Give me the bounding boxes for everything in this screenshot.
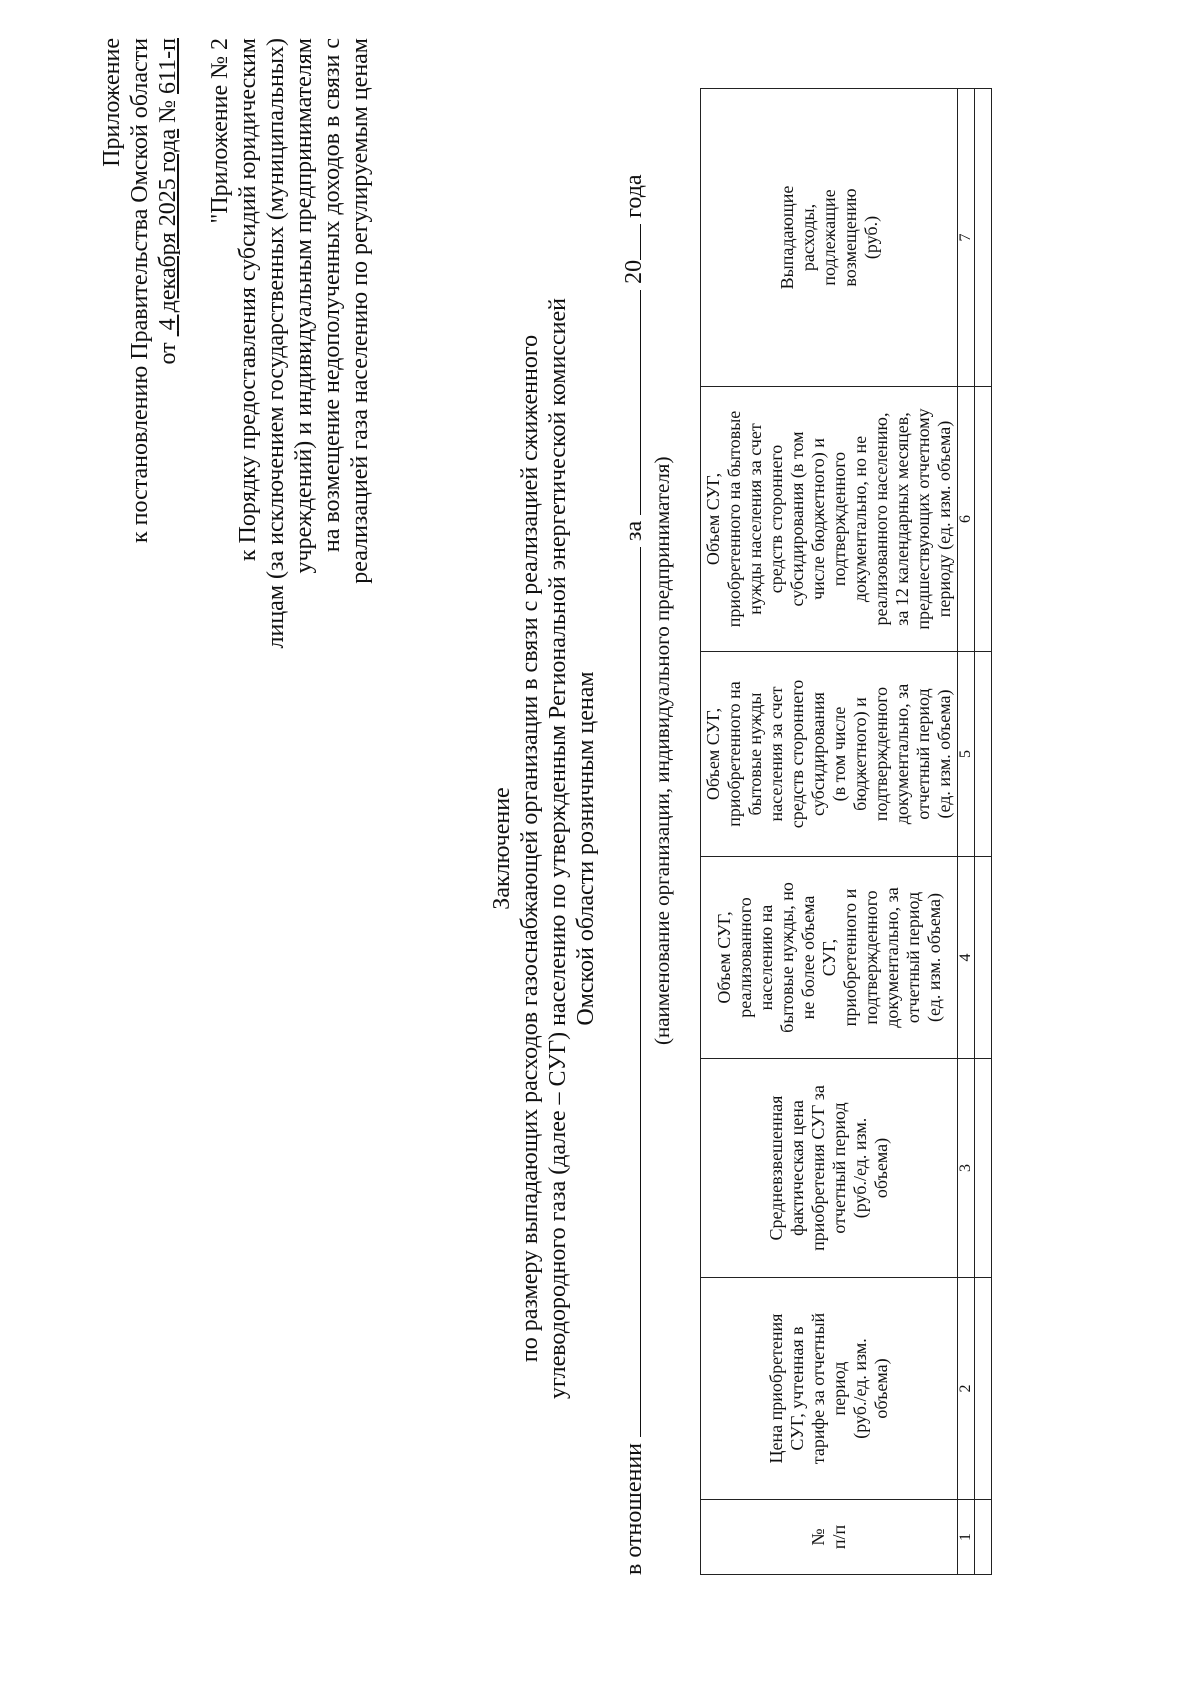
column-number: 2 [958,1278,975,1500]
decree-number: 611-п [155,38,181,94]
column-number: 3 [958,1059,975,1278]
appendix-2-title: "Приложение № 2 [207,38,233,224]
decree-date-line [154,38,182,365]
header-cell: Объем СУГ, реализованного населению на бытовые нужды, но не более объема СУГ, приобретенного и подтвержденного документально, за отчетный период (ед. изм. объема) [701,857,958,1059]
column-number: 1 [958,1500,975,1575]
table-cell[interactable] [975,652,992,857]
regarding-line [618,174,648,1575]
column-number: 5 [958,652,975,857]
header-cell: Выпадающие расходы, подлежащие возмещению (руб.) [701,89,958,387]
header-cell: Средневзвешенная фактическая цена приобретения СУГ за отчетный период (руб./ед. изм. объема) [701,1059,958,1278]
date-prefix: от [155,342,181,365]
conclusion-line: Омской области розничным ценам [573,671,599,1026]
appendix-2-line: к Порядку предоставления субсидий юридическим [235,38,261,562]
year-field[interactable] [618,224,641,260]
data-table [700,88,992,1575]
table-cell[interactable] [975,857,992,1059]
column-number: 7 [958,89,975,387]
regarding-label: в отношении [621,1442,647,1575]
number-prefix: № [155,99,181,123]
table-row [975,89,992,1575]
column-number-row [958,89,975,1575]
for-label: за [621,520,647,541]
header-cell: Объем СУГ, приобретенного на бытовые нужды населения за счет средств стороннего субсидирования (в том числе бюджетного) и подтвержденного документально, за отчетный период (ед. изм. объема) [701,652,958,857]
conclusion-line: по размеру выпадающих расходов газоснабжающей организации в связи с реализацией сжиженного [517,334,543,1363]
appendix-label: Приложение [99,38,125,167]
appendix-2-line: реализацией газа населению по регулируемым ценам [347,38,373,584]
period-field[interactable] [618,290,641,515]
organization-name-field[interactable] [618,547,641,1437]
decree-date: 4 декабря 2025 года [155,128,181,331]
conclusion-line: углеводородного газа (далее – СУГ) населению по утвержденным Региональной энергетической комиссией [545,298,571,1399]
column-number: 6 [958,387,975,652]
decree-reference: к постановлению Правительства Омской области [127,38,153,544]
column-number: 4 [958,857,975,1059]
year-prefix: 20 [621,259,647,284]
conclusion-title: Заключение [489,787,515,910]
table-cell[interactable] [975,1500,992,1575]
header-cell: № п/п [701,1500,958,1575]
table-cell[interactable] [975,1059,992,1278]
table-header-row [701,89,958,1575]
organization-caption: (наименование организации, индивидуального предпринимателя) [650,456,674,1045]
header-cell: Цена приобретения СУГ, учтенная в тарифе за отчетный период (руб./ед. изм. объема) [701,1278,958,1500]
table-cell[interactable] [975,387,992,652]
table-cell[interactable] [975,1278,992,1500]
appendix-2-line: на возмещение недополученных доходов в связи с [319,38,345,553]
table-cell[interactable] [975,89,992,387]
appendix-2-line: лицам (за исключением государственных (муниципальных) [263,38,289,649]
header-cell: Объем СУГ, приобретенного на бытовые нужды населения за счет средств стороннего субсидирования (в том числе бюджетного) и подтвержденного документально, но не реализованного населению, за 12 календарных месяцев, предшествующих отчетному периоду (ед. изм. объема) [701,387,958,652]
year-suffix: года [621,174,647,218]
appendix-2-line: учреждений) и индивидуальным предпринимателям [291,38,317,574]
